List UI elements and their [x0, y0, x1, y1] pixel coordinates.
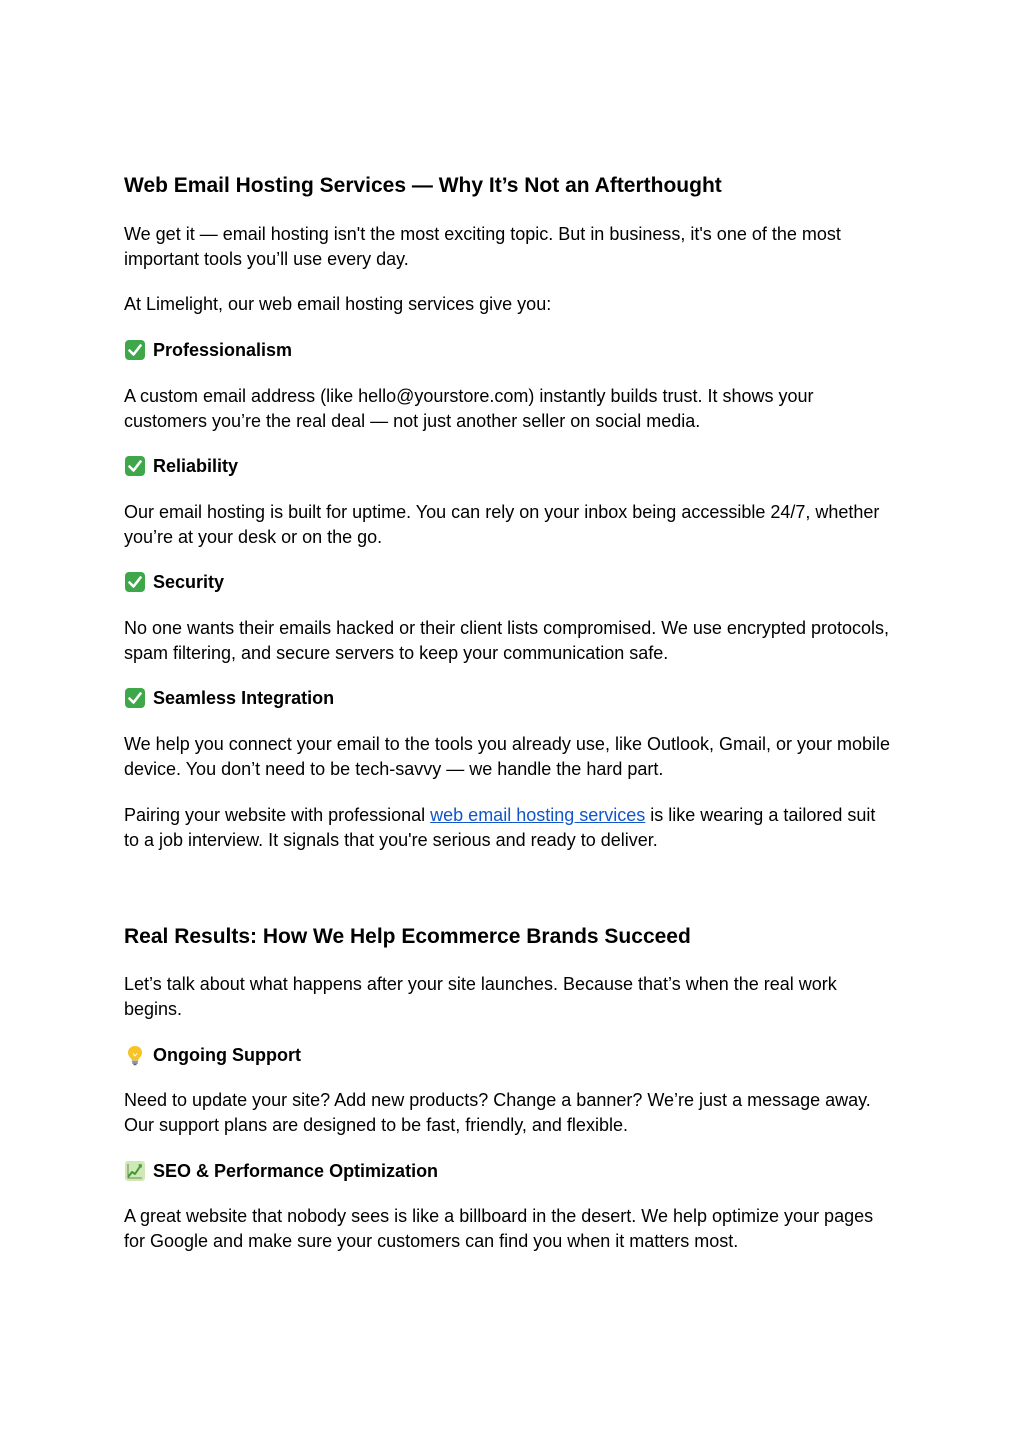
chart-increasing-icon — [124, 1160, 146, 1182]
check-mark-icon — [124, 687, 146, 709]
feature-title: Reliability — [153, 456, 239, 476]
paragraph-seamless-integration: We help you connect your email to the tools you already use, like Outlook, Gmail, or your mobile device. You don’t need to be tech-savvy — we handle the hard part. — [124, 734, 891, 779]
light-bulb-icon — [124, 1044, 146, 1066]
feature-heading-security — [124, 570, 224, 594]
paragraph-professionalism: A custom email address (like hello@yourstore.com) instantly builds trust. It shows your customers you’re the real deal — not just another seller on social media. — [124, 386, 814, 431]
check-mark-icon — [124, 455, 146, 477]
closing-text-start: Pairing your website with professional — [124, 805, 431, 825]
feature-title: Security — [153, 572, 225, 592]
paragraph-email-intro: We get it — email hosting isn't the most exciting topic. But in business, it's one of the most important tools you’ll use every day. — [124, 224, 841, 269]
feature-heading-seamless-integration — [124, 686, 334, 710]
check-mark-icon — [124, 339, 146, 361]
paragraph-seo-performance: A great website that nobody sees is like a billboard in the desert. We help optimize your pages for Google and make sure your customers can find you when it matters most. — [124, 1206, 874, 1251]
web-email-hosting-link[interactable]: web email hosting services — [430, 805, 646, 825]
paragraph-email-services-lead: At Limelight, our web email hosting services give you: — [124, 294, 552, 314]
check-mark-icon — [124, 571, 146, 593]
feature-title: Ongoing Support — [153, 1045, 301, 1065]
paragraph-reliability: Our email hosting is built for uptime. You can rely on your inbox being accessible 24/7, whether you’re at your desk or on the go. — [124, 502, 880, 547]
paragraph-security: No one wants their emails hacked or their client lists compromised. We use encrypted protocols, spam filtering, and secure servers to keep your communication safe. — [124, 618, 890, 663]
section-heading-real-results: Real Results: How We Help Ecommerce Brands Succeed — [124, 925, 691, 948]
feature-heading-reliability — [124, 454, 238, 478]
closing-text-end: is like wearing a tailored suit to a job interview. It signals that you're serious and ready to deliver. — [124, 805, 876, 850]
paragraph-results-intro: Let’s talk about what happens after your site launches. Because that’s when the real work begins. — [124, 974, 837, 1019]
feature-heading-professionalism — [124, 338, 292, 362]
feature-title: Seamless Integration — [153, 688, 335, 708]
feature-title: SEO & Performance Optimization — [153, 1161, 439, 1181]
paragraph-ongoing-support: Need to update your site? Add new products? Change a banner? We’re just a message away. Our support plans are designed to be fast, friendly, and flexible. — [124, 1090, 871, 1135]
feature-title: Professionalism — [153, 340, 293, 360]
feature-heading-ongoing-support — [124, 1043, 301, 1067]
feature-heading-seo-performance — [124, 1159, 438, 1183]
paragraph-email-closing — [124, 803, 894, 853]
section-heading-email-hosting: Web Email Hosting Services — Why It’s Not an Afterthought — [124, 174, 722, 197]
